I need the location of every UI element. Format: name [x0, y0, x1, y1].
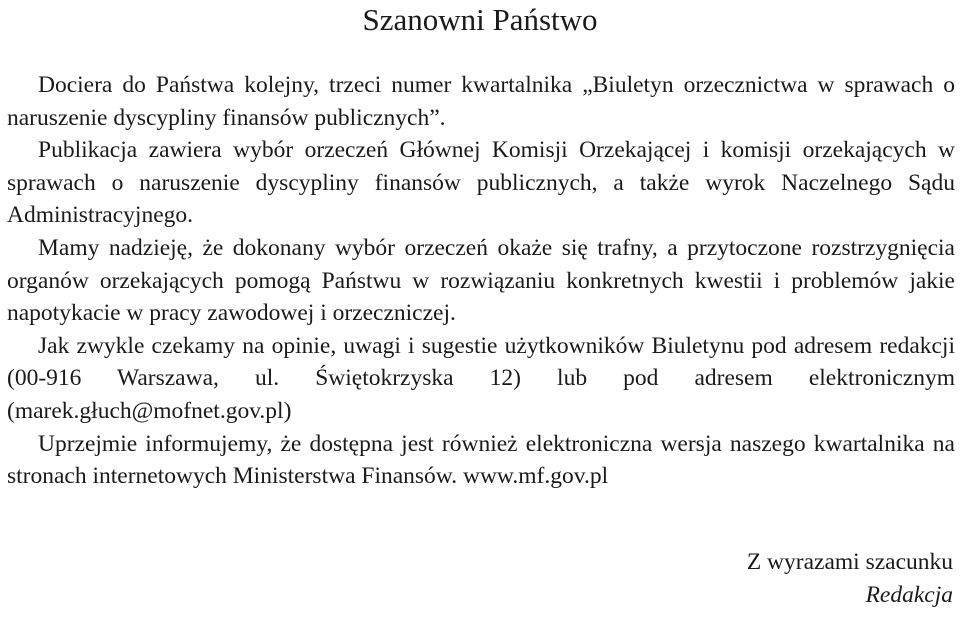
closing-block	[747, 546, 953, 612]
paragraph-contact: Jak zwykle czekamy na opinie, uwagi i sugestie użytkowników Biuletynu pod adresem redakcji (00-916 Warszawa, ul. Świętokrzyska 12) lub pod adresem elektronicznym (marek.głuch@mofnet.gov.pl)	[7, 332, 955, 424]
paragraph-intro: Dociera do Państwa kolejny, trzeci numer kwartalnika „Biuletyn orzecznictwa w sprawach o naruszenie dyscypliny finansów publicznych”.	[7, 72, 955, 131]
page-title: Szanowni Państwo	[362, 2, 598, 37]
letter-body	[7, 69, 955, 493]
closing-phrase: Z wyrazami szacunku	[746, 549, 953, 575]
paragraph-publication: Publikacja zawiera wybór orzeczeń Głównej Komisji Orzekającej i komisji orzekających w sprawach o naruszenie dyscypliny finansów publicznych, a także wyrok Naczelnego Sądu Administracyjnego.	[7, 137, 955, 229]
paragraph-hope: Mamy nadzieję, że dokonany wybór orzeczeń okaże się trafny, a przytoczone rozstrzygnięcia organów orzekających pomogą Państwu w rozwiązaniu konkretnych kwestii i problemów jakie napotykacie w pracy zawodowej i orzeczniczej.	[7, 234, 955, 327]
signature: Redakcja	[865, 582, 953, 608]
paragraph-online-version: Uprzejmie informujemy, że dostępna jest również elektroniczna wersja naszego kwartalnika na stronach internetowych Ministerstwa Finansów. www.mf.gov.pl	[7, 430, 955, 490]
